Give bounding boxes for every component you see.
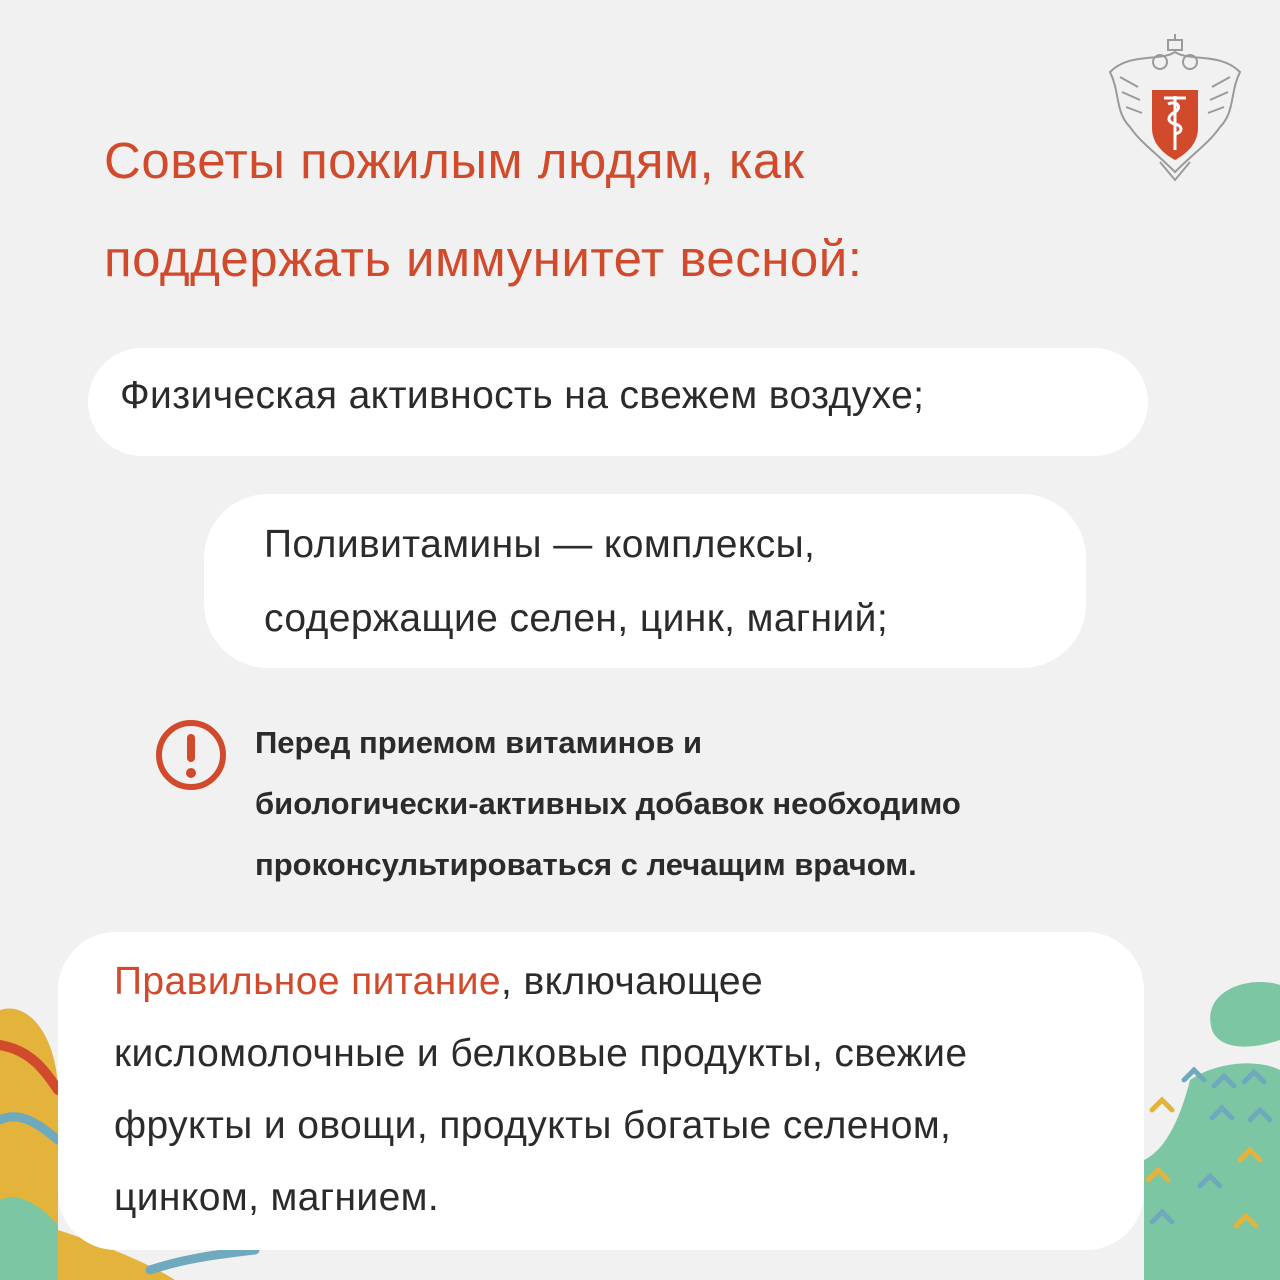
tip-card-multivitamins (204, 494, 1086, 668)
page-title (104, 112, 1084, 308)
tip-text: Физическая активность на свежем воздухе; (120, 374, 925, 417)
tip-card-physical-activity (88, 348, 1148, 456)
tip-line-4: цинком, магнием. (114, 1176, 440, 1219)
tip-line-3: фрукты и овощи, продукты богатые селеном, (114, 1104, 952, 1147)
title-line-1: Советы пожилым людям, как (104, 132, 805, 189)
exclamation-circle-icon (154, 718, 228, 792)
tip-line-1: Поливитамины — комплексы, (264, 523, 816, 566)
ministry-emblem-icon (1100, 32, 1250, 184)
tip-text (114, 946, 1124, 1234)
nutrition-highlight: Правильное питание (114, 960, 501, 1003)
tip-line-2: содержащие селен, цинк, магний; (264, 597, 889, 640)
tip-text (264, 508, 888, 656)
warning-line-3: проконсультироваться с лечащим врачом. (255, 847, 917, 882)
nutrition-first-line-rest: , включающее (500, 960, 764, 1003)
title-line-2: поддержать иммунитет весной: (104, 230, 863, 287)
warning-note (255, 712, 1155, 895)
tip-line-1 (114, 946, 1124, 1018)
warning-line-1: Перед приемом витаминов и (255, 725, 703, 760)
tip-line-2: кисломолочные и белковые продукты, свежие (114, 1032, 968, 1075)
warning-line-2: биологически-активных добавок необходимо (255, 786, 961, 821)
tip-card-nutrition (58, 932, 1144, 1250)
